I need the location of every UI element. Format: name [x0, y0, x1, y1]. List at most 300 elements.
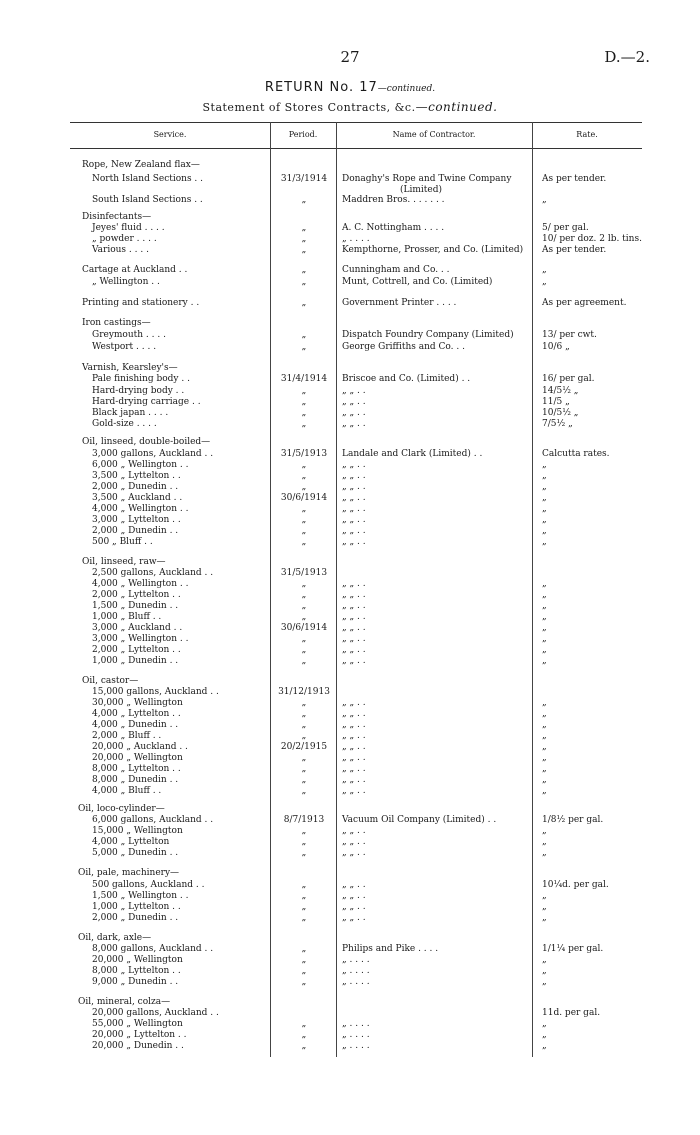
period-cell: „ [301, 698, 307, 708]
rate-cell: „ [542, 623, 547, 633]
document-code: D.—2. [604, 48, 650, 66]
rate-cell: Calcutta rates. [542, 449, 610, 459]
table-row [0, 437, 700, 448]
rate-cell: „ [542, 493, 547, 503]
service-cell: Black japan . . . . [92, 408, 169, 418]
contractor-cell: „ „ . . [342, 848, 366, 858]
rate-cell: „ [542, 656, 547, 666]
service-cell: 1,500 „ Dunedin . . [92, 601, 179, 611]
period-cell: „ [301, 913, 307, 923]
period-cell: „ [301, 753, 307, 763]
contractor-cell: Landale and Clark (Limited) . . [342, 449, 483, 459]
service-cell: „ Wellington . . [92, 277, 160, 287]
period-cell: „ [301, 526, 307, 536]
table-row [0, 709, 700, 720]
service-cell: Oil, loco-cylinder— [78, 804, 165, 814]
rate-cell: „ [542, 913, 547, 923]
rate-cell: „ [542, 504, 547, 514]
table-row [0, 815, 700, 826]
table-row [0, 1019, 700, 1030]
contractor-cell: „ „ . . [342, 709, 366, 719]
service-cell: Oil, mineral, colza— [78, 997, 171, 1007]
period-cell: 31/3/1914 [280, 174, 328, 184]
contractor-cell: „ „ . . [342, 837, 366, 847]
service-cell: 3,000 gallons, Auckland . . [92, 449, 214, 459]
table-row [0, 1030, 700, 1041]
rate-cell: 14/5½ „ [542, 386, 579, 396]
table-row [0, 363, 700, 374]
contractor-cell: Government Printer . . . . [342, 298, 457, 308]
table-row [0, 623, 700, 634]
contractor-cell: „ . . . . [342, 234, 370, 244]
table-row [0, 753, 700, 764]
service-cell: 8,000 „ Lyttelton . . [92, 764, 181, 774]
period-cell: „ [301, 1030, 307, 1040]
table-row [0, 804, 700, 815]
contractor-cell: „ „ . . [342, 731, 366, 741]
period-cell: „ [301, 977, 307, 987]
contractor-cell: A. C. Nottingham . . . . [342, 223, 445, 233]
contractor-cell: „ . . . . [342, 1041, 370, 1051]
contractor-cell: „ „ . . [342, 623, 366, 633]
contractor-cell: „ „ . . [342, 826, 366, 836]
table-row [0, 195, 700, 206]
period-cell: „ [301, 298, 307, 308]
table-row [0, 837, 700, 848]
contractor-cell: „ „ . . [342, 775, 366, 785]
contractor-cell: Donaghy's Rope and Twine Company [342, 174, 512, 184]
table-row [0, 955, 700, 966]
table-row [0, 223, 700, 234]
period-cell: „ [301, 234, 307, 244]
service-cell: Iron castings— [82, 318, 151, 328]
table-top-rule [70, 122, 642, 123]
contractor-cell: „ . . . . [342, 1030, 370, 1040]
service-cell: 8,000 „ Lyttelton . . [92, 966, 181, 976]
rate-cell: „ [542, 731, 547, 741]
service-cell: 1,500 „ Wellington . . [92, 891, 189, 901]
rate-cell: 10/5½ „ [542, 408, 579, 418]
period-cell: „ [301, 277, 307, 287]
contractor-cell: „ „ . . [342, 482, 366, 492]
table-row [0, 245, 700, 256]
rate-cell: „ [542, 826, 547, 836]
table-row [0, 612, 700, 623]
table-row [0, 515, 700, 526]
service-cell: 8,000 „ Dunedin . . [92, 775, 179, 785]
table-row [0, 848, 700, 859]
header-rate: Rate. [576, 130, 598, 139]
contractor-cell: „ „ . . [342, 612, 366, 622]
table-row [0, 913, 700, 924]
table-row [0, 645, 700, 656]
period-cell: „ [301, 775, 307, 785]
period-cell: „ [301, 482, 307, 492]
contractor-cell: „ „ . . [342, 515, 366, 525]
period-cell: „ [301, 601, 307, 611]
table-row [0, 212, 700, 223]
service-cell: 1,000 „ Lyttelton . . [92, 902, 181, 912]
service-cell: 4,000 „ Dunedin . . [92, 720, 179, 730]
table-row [0, 880, 700, 891]
contractor-cell: „ „ . . [342, 720, 366, 730]
table-row [0, 720, 700, 731]
period-cell: „ [301, 709, 307, 719]
table-row [0, 342, 700, 353]
service-cell: Varnish, Kearsley's— [82, 363, 178, 373]
service-cell: Hard-drying carriage . . [92, 397, 201, 407]
period-cell: „ [301, 634, 307, 644]
service-cell: 4,000 „ Lyttelton [92, 837, 170, 847]
rate-cell: 10/6 „ [542, 342, 570, 352]
contractor-cell: „ „ . . [342, 386, 366, 396]
service-cell: 15,000 gallons, Auckland . . [92, 687, 219, 697]
period-cell: „ [301, 460, 307, 470]
table-row [0, 174, 700, 185]
table-row [0, 731, 700, 742]
service-cell: Various . . . . [92, 245, 149, 255]
rate-cell: „ [542, 579, 547, 589]
rate-cell: „ [542, 837, 547, 847]
period-cell: „ [301, 195, 307, 205]
service-cell: Jeyes' fluid . . . . [92, 223, 165, 233]
rate-cell: 1/8½ per gal. [542, 815, 604, 825]
contractor-cell: Kempthorne, Prosser, and Co. (Limited) [342, 245, 524, 255]
table-row [0, 330, 700, 341]
service-cell: 2,000 „ Dunedin . . [92, 482, 179, 492]
table-row [0, 493, 700, 504]
period-cell: 30/6/1914 [280, 623, 328, 633]
table-row [0, 568, 700, 579]
table-row [0, 318, 700, 329]
service-cell: „ powder . . . . [92, 234, 157, 244]
table-row [0, 277, 700, 288]
table-row [0, 977, 700, 988]
table-row [0, 1041, 700, 1052]
service-cell: 2,000 „ Lyttelton . . [92, 590, 181, 600]
page-number: 27 [340, 48, 360, 66]
table-row [0, 579, 700, 590]
contractor-cell: Munt, Cottrell, and Co. (Limited) [342, 277, 493, 287]
period-cell: „ [301, 1041, 307, 1051]
rate-cell: „ [542, 764, 547, 774]
service-cell: 20,000 „ Auckland . . [92, 742, 188, 752]
period-cell: 31/5/1913 [280, 449, 328, 459]
service-cell: 3,000 „ Lyttelton . . [92, 515, 181, 525]
rate-cell: „ [542, 482, 547, 492]
period-cell: „ [301, 504, 307, 514]
rate-cell: As per tender. [542, 245, 607, 255]
period-cell: 31/4/1914 [280, 374, 328, 384]
rate-cell: „ [542, 645, 547, 655]
period-cell: „ [301, 419, 307, 429]
contractor-cell: Maddren Bros. . . . . . . [342, 195, 445, 205]
rate-cell: „ [542, 775, 547, 785]
period-cell: „ [301, 944, 307, 954]
table-row [0, 742, 700, 753]
period-cell: „ [301, 612, 307, 622]
period-cell: „ [301, 731, 307, 741]
contractor-cell: „ „ . . [342, 891, 366, 901]
rate-cell: „ [542, 537, 547, 547]
contractor-cell: Briscoe and Co. (Limited) . . [342, 374, 471, 384]
header-contractor: Name of Contractor. [392, 130, 476, 139]
table-row [0, 786, 700, 797]
service-cell: 20,000 „ Lyttelton . . [92, 1030, 187, 1040]
service-cell: Oil, linseed, raw— [82, 557, 166, 567]
rate-cell: 11d. per gal. [542, 1008, 601, 1018]
table-row [0, 868, 700, 879]
period-cell: 20/2/1915 [280, 742, 328, 752]
service-cell: 30,000 „ Wellington [92, 698, 183, 708]
contractor-cell: „ „ . . [342, 601, 366, 611]
table-row [0, 775, 700, 786]
period-cell: „ [301, 786, 307, 796]
rate-cell: „ [542, 471, 547, 481]
contractor-cell: „ „ . . [342, 902, 366, 912]
service-cell: North Island Sections . . [92, 174, 204, 184]
period-cell: „ [301, 386, 307, 396]
table-row [0, 590, 700, 601]
service-cell: Oil, linseed, double-boiled— [82, 437, 211, 447]
table-row [0, 526, 700, 537]
contractor-cell: „ . . . . [342, 1019, 370, 1029]
period-cell: „ [301, 764, 307, 774]
return-subtitle: Statement of Stores Contracts, &c.—continued. [202, 100, 498, 114]
table-row [0, 944, 700, 955]
rate-cell: „ [542, 902, 547, 912]
period-cell: „ [301, 848, 307, 858]
contractor-cell: „ „ . . [342, 742, 366, 752]
service-cell: 9,000 „ Dunedin . . [92, 977, 179, 987]
service-cell: 1,000 „ Dunedin . . [92, 656, 179, 666]
period-cell: „ [301, 891, 307, 901]
contractor-cell: „ „ . . [342, 645, 366, 655]
period-cell: 30/6/1914 [280, 493, 328, 503]
service-cell: Gold-size . . . . [92, 419, 157, 429]
contractor-cell: „ „ . . [342, 526, 366, 536]
table-row [0, 482, 700, 493]
contractor-cell: Dispatch Foundry Company (Limited) [342, 330, 514, 340]
rate-cell: As per tender. [542, 174, 607, 184]
service-cell: 20,000 „ Wellington [92, 955, 183, 965]
rate-cell: „ [542, 966, 547, 976]
period-cell: „ [301, 245, 307, 255]
rate-cell: „ [542, 590, 547, 600]
contractor-cell: „ „ . . [342, 753, 366, 763]
table-row [0, 160, 700, 171]
table-row [0, 933, 700, 944]
table-row [0, 386, 700, 397]
service-cell: 6,000 „ Wellington . . [92, 460, 189, 470]
period-cell: „ [301, 579, 307, 589]
rate-cell: „ [542, 526, 547, 536]
table-row [0, 449, 700, 460]
service-cell: 3,500 „ Lyttelton . . [92, 471, 181, 481]
contractor-cell: „ „ . . [342, 579, 366, 589]
contractor-cell: „ „ . . [342, 590, 366, 600]
period-cell: 31/12/1913 [278, 687, 330, 697]
contractor-cell: „ „ . . [342, 471, 366, 481]
rate-cell: 11/5 „ [542, 397, 570, 407]
service-cell: 2,000 „ Dunedin . . [92, 526, 179, 536]
period-cell: „ [301, 223, 307, 233]
table-row [0, 504, 700, 515]
service-cell: 4,000 „ Wellington . . [92, 579, 189, 589]
period-cell: „ [301, 515, 307, 525]
period-cell: „ [301, 1019, 307, 1029]
rate-cell: „ [542, 891, 547, 901]
service-cell: Hard-drying body . . [92, 386, 185, 396]
rate-cell: „ [542, 742, 547, 752]
service-cell: 2,000 „ Bluff . . [92, 731, 162, 741]
rate-cell: „ [542, 1041, 547, 1051]
service-cell: South Island Sections . . [92, 195, 203, 205]
service-cell: 20,000 „ Dunedin . . [92, 1041, 184, 1051]
contractor-cell: „ „ . . [342, 634, 366, 644]
service-cell: 3,000 „ Auckland . . [92, 623, 183, 633]
period-cell: „ [301, 880, 307, 890]
return-title: RETURN No. 17—continued. [264, 80, 436, 95]
table-row [0, 601, 700, 612]
table-row [0, 826, 700, 837]
rate-cell: 7/5½ „ [542, 419, 573, 429]
service-cell: Pale finishing body . . [92, 374, 190, 384]
rate-cell: 16/ per gal. [542, 374, 595, 384]
table-row [0, 265, 700, 276]
rate-cell: „ [542, 601, 547, 611]
service-cell: 6,000 gallons, Auckland . . [92, 815, 214, 825]
period-cell: „ [301, 902, 307, 912]
table-row [0, 676, 700, 687]
period-cell: „ [301, 645, 307, 655]
contractor-cell: „ „ . . [342, 504, 366, 514]
table-row [0, 966, 700, 977]
rate-cell: 13/ per cwt. [542, 330, 597, 340]
contractor-cell: „ . . . . [342, 955, 370, 965]
service-cell: 20,000 gallons, Auckland . . [92, 1008, 219, 1018]
service-cell: Greymouth . . . . [92, 330, 166, 340]
service-cell: Cartage at Auckland . . [82, 265, 188, 275]
period-cell: „ [301, 537, 307, 547]
period-cell: „ [301, 656, 307, 666]
rate-cell: „ [542, 515, 547, 525]
period-cell: „ [301, 330, 307, 340]
rate-cell: 10¼d. per gal. [542, 880, 609, 890]
table-row [0, 698, 700, 709]
rate-cell: „ [542, 1030, 547, 1040]
table-row [0, 408, 700, 419]
rate-cell: 10/ per doz. 2 lb. tins. [542, 234, 642, 244]
period-cell: „ [301, 966, 307, 976]
period-cell: „ [301, 408, 307, 418]
table-row [0, 891, 700, 902]
service-cell: 2,000 „ Lyttelton . . [92, 645, 181, 655]
rate-cell: „ [542, 977, 547, 987]
rate-cell: „ [542, 277, 547, 287]
service-cell: 500 „ Bluff . . [92, 537, 153, 547]
table-row [0, 1008, 700, 1019]
period-cell: „ [301, 342, 307, 352]
service-cell: 2,500 gallons, Auckland . . [92, 568, 214, 578]
rate-cell: „ [542, 612, 547, 622]
service-cell: 5,000 „ Dunedin . . [92, 848, 179, 858]
period-cell: „ [301, 955, 307, 965]
contractor-cell: „ „ . . [342, 460, 366, 470]
rate-cell: „ [542, 753, 547, 763]
table-row [0, 997, 700, 1008]
table-row [0, 656, 700, 667]
service-cell: 4,000 „ Wellington . . [92, 504, 189, 514]
contractor-cell: Cunningham and Co. . . [342, 265, 450, 275]
service-cell: Oil, castor— [82, 676, 139, 686]
rate-cell: „ [542, 848, 547, 858]
table-row [0, 634, 700, 645]
service-cell: Rope, New Zealand flax— [82, 160, 200, 170]
period-cell: „ [301, 826, 307, 836]
service-cell: Westport . . . . [92, 342, 157, 352]
table-row [0, 298, 700, 309]
period-cell: „ [301, 720, 307, 730]
contractor-cell: „ „ . . [342, 656, 366, 666]
service-cell: 2,000 „ Dunedin . . [92, 913, 179, 923]
period-cell: „ [301, 837, 307, 847]
service-cell: 500 gallons, Auckland . . [92, 880, 205, 890]
table-row [0, 764, 700, 775]
service-cell: Disinfectants— [82, 212, 152, 222]
period-cell: 31/5/1913 [280, 568, 328, 578]
service-cell: 20,000 „ Wellington [92, 753, 183, 763]
table-row [0, 537, 700, 548]
contractor-cell: (Limited) [400, 185, 442, 195]
table-row [0, 460, 700, 471]
rate-cell: „ [542, 698, 547, 708]
header-period: Period. [288, 130, 318, 139]
period-cell: „ [301, 590, 307, 600]
table-row [0, 471, 700, 482]
contractor-cell: „ „ . . [342, 786, 366, 796]
rate-cell: „ [542, 1019, 547, 1029]
table-row [0, 419, 700, 430]
contractor-cell: „ „ . . [342, 698, 366, 708]
rate-cell: As per agreement. [542, 298, 627, 308]
header-service: Service. [153, 130, 187, 139]
period-cell: „ [301, 397, 307, 407]
service-cell: 4,000 „ Bluff . . [92, 786, 162, 796]
contractor-cell: Philips and Pike . . . . [342, 944, 439, 954]
service-cell: 4,000 „ Lyttelton . . [92, 709, 181, 719]
table-row [0, 234, 700, 245]
rate-cell: „ [542, 634, 547, 644]
rate-cell: „ [542, 460, 547, 470]
service-cell: 3,000 „ Wellington . . [92, 634, 189, 644]
contractor-cell: „ „ . . [342, 419, 366, 429]
table-row [0, 902, 700, 913]
service-cell: 15,000 „ Wellington [92, 826, 183, 836]
service-cell: 8,000 gallons, Auckland . . [92, 944, 214, 954]
contractor-cell: „ „ . . [342, 408, 366, 418]
contractor-cell: „ „ . . [342, 537, 366, 547]
service-cell: 55,000 „ Wellington [92, 1019, 183, 1029]
rate-cell: „ [542, 195, 547, 205]
table-row [0, 397, 700, 408]
service-cell: Oil, pale, machinery— [78, 868, 180, 878]
rate-cell: 5/ per gal. [542, 223, 589, 233]
table-row [0, 557, 700, 568]
contractor-cell: „ „ . . [342, 493, 366, 503]
contractor-cell: George Griffiths and Co. . . [342, 342, 465, 352]
contractor-cell: „ „ . . [342, 397, 366, 407]
